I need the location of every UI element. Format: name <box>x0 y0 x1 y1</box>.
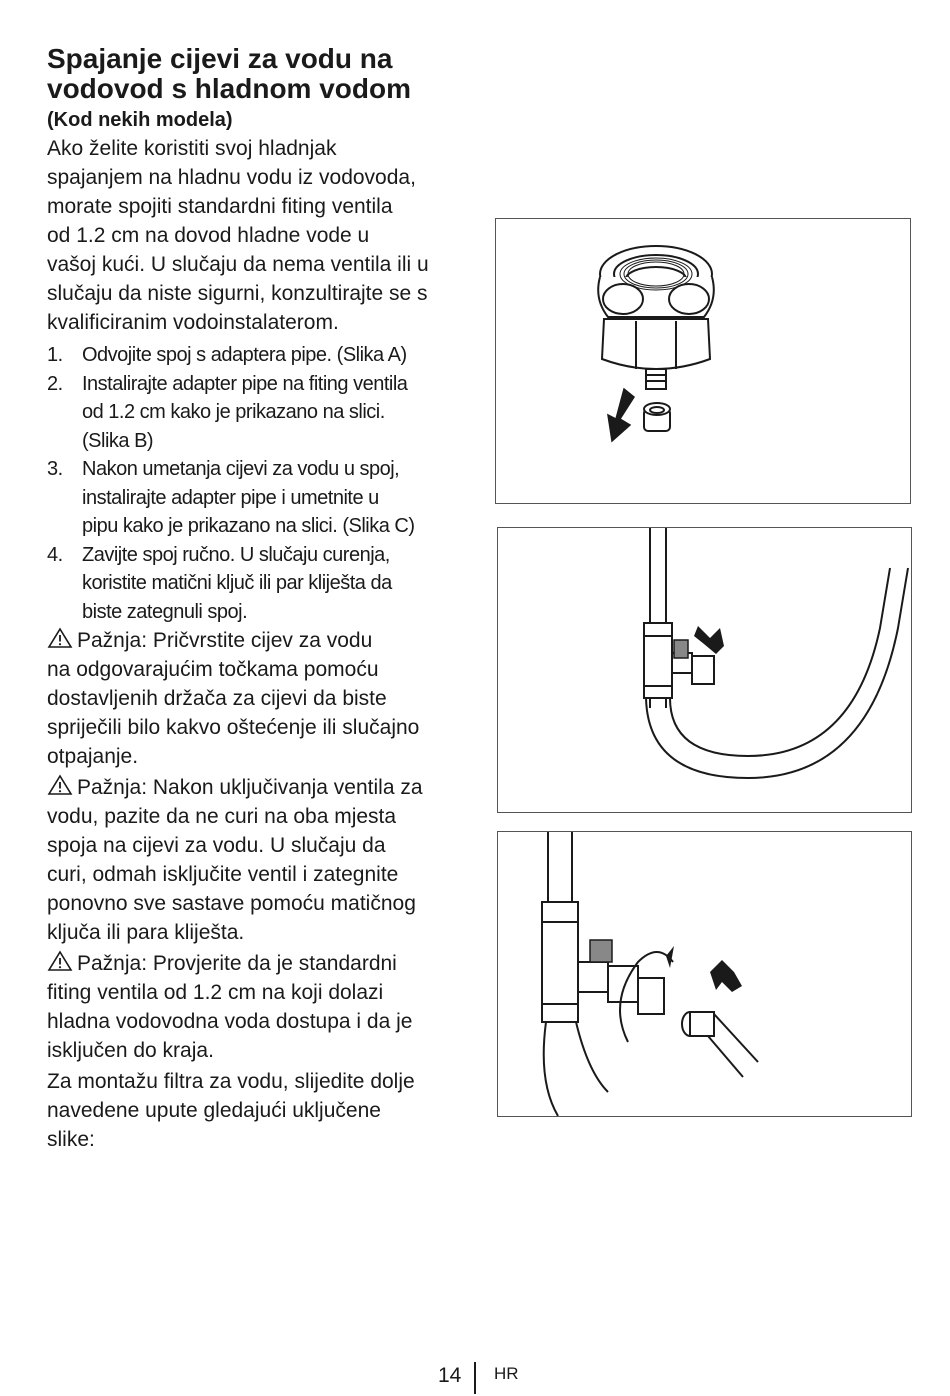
figure-c <box>497 831 912 1117</box>
outro-line: navedene upute gledajući uključene <box>47 1099 381 1122</box>
intro-line: vašoj kući. U slučaju da nema ventila ili u <box>47 253 429 276</box>
warning-line: Pažnja: Nakon uključivanja ventila za <box>77 776 423 799</box>
language-label: HR <box>494 1364 519 1383</box>
valve-adapter-illustration <box>498 832 911 1116</box>
page-title <box>47 44 472 104</box>
warning-line: spriječili bilo kakvo oštećenje ili slučajno <box>47 716 420 739</box>
adapter-illustration <box>496 219 910 503</box>
warning-triangle-icon <box>47 774 73 796</box>
warning-paragraph <box>47 626 472 771</box>
step-item <box>47 370 472 456</box>
intro-paragraph <box>47 134 472 337</box>
valve-hose-illustration <box>498 528 911 812</box>
warning-line: isključen do kraja. <box>47 1039 214 1062</box>
step-line: Odvojite spoj s adaptera pipe. (Slika A) <box>82 344 407 366</box>
steps-list <box>47 341 472 626</box>
step-line: koristite matični ključ ili par kliješta da <box>82 572 392 594</box>
outro-line: slike: <box>47 1128 95 1151</box>
figure-b <box>497 527 912 813</box>
warning-line: hladna vodovodna voda dostupa i da je <box>47 1010 413 1033</box>
intro-line: slučaju da niste sigurni, konzultirajte se s <box>47 282 428 305</box>
intro-line: kvalificiranim vodoinstalaterom. <box>47 311 339 334</box>
warning-line: Pažnja: Provjerite da je standardni <box>77 952 397 975</box>
step-number: 1. <box>47 344 63 366</box>
intro-line: morate spojiti standardni fiting ventila <box>47 195 393 218</box>
intro-line: Ako želite koristiti svoj hladnjak <box>47 137 337 160</box>
title-line-1: Spajanje cijevi za vodu na <box>47 43 393 74</box>
warning-line: na odgovarajućim točkama pomoću <box>47 658 379 681</box>
step-line: instalirajte adapter pipe i umetnite u <box>82 486 379 509</box>
step-line: biste zategnuli spoj. <box>82 600 248 623</box>
warning-line: Pažnja: Pričvrstite cijev za vodu <box>77 629 373 652</box>
title-line-2: vodovod s hladnom vodom <box>47 73 412 104</box>
step-item <box>47 341 472 370</box>
step-item <box>47 541 472 627</box>
text-column <box>47 44 472 1154</box>
warning-line: ponovno sve sastave pomoću matičnog <box>47 892 416 915</box>
outro-line: Za montažu filtra za vodu, slijedite dolje <box>47 1070 415 1093</box>
step-item <box>47 455 472 541</box>
warning-triangle-icon <box>47 950 73 972</box>
warning-paragraph <box>47 949 472 1065</box>
step-line: Instalirajte adapter pipe na fiting ventila <box>82 372 408 395</box>
step-number: 3. <box>47 458 63 480</box>
step-line: Zavijte spoj ručno. U slučaju curenja, <box>82 543 390 566</box>
step-number: 4. <box>47 543 63 566</box>
warning-triangle-icon <box>47 627 73 649</box>
warning-line: otpajanje. <box>47 745 139 768</box>
intro-line: od 1.2 cm na dovod hladne vode u <box>47 224 370 247</box>
outro-paragraph <box>47 1067 472 1154</box>
warning-line: dostavljenih držača za cijevi da biste <box>47 687 387 710</box>
warning-line: curi, odmah isključite ventil i zategnite <box>47 863 399 886</box>
warning-line: spoja na cijevi za vodu. U slučaju da <box>47 834 386 857</box>
page-number: 14 <box>438 1364 462 1387</box>
figure-a <box>495 218 911 504</box>
step-line: Nakon umetanja cijevi za vodu u spoj, <box>82 458 400 480</box>
warning-line: fiting ventila od 1.2 cm na koji dolazi <box>47 981 384 1004</box>
step-line: od 1.2 cm kako je prikazano na slici. <box>82 401 385 423</box>
warning-line: vodu, pazite da ne curi na oba mjesta <box>47 805 397 828</box>
warning-paragraph <box>47 773 472 947</box>
step-line: pipu kako je prikazano na slici. (Slika C) <box>82 515 415 537</box>
subtitle: (Kod nekih modela) <box>47 109 233 131</box>
footer-divider <box>474 1362 476 1394</box>
step-line: (Slika B) <box>82 429 154 452</box>
intro-line: spajanjem na hladnu vodu iz vodovoda, <box>47 166 416 189</box>
warning-line: ključa ili para kliješta. <box>47 921 245 944</box>
step-number: 2. <box>47 372 63 395</box>
